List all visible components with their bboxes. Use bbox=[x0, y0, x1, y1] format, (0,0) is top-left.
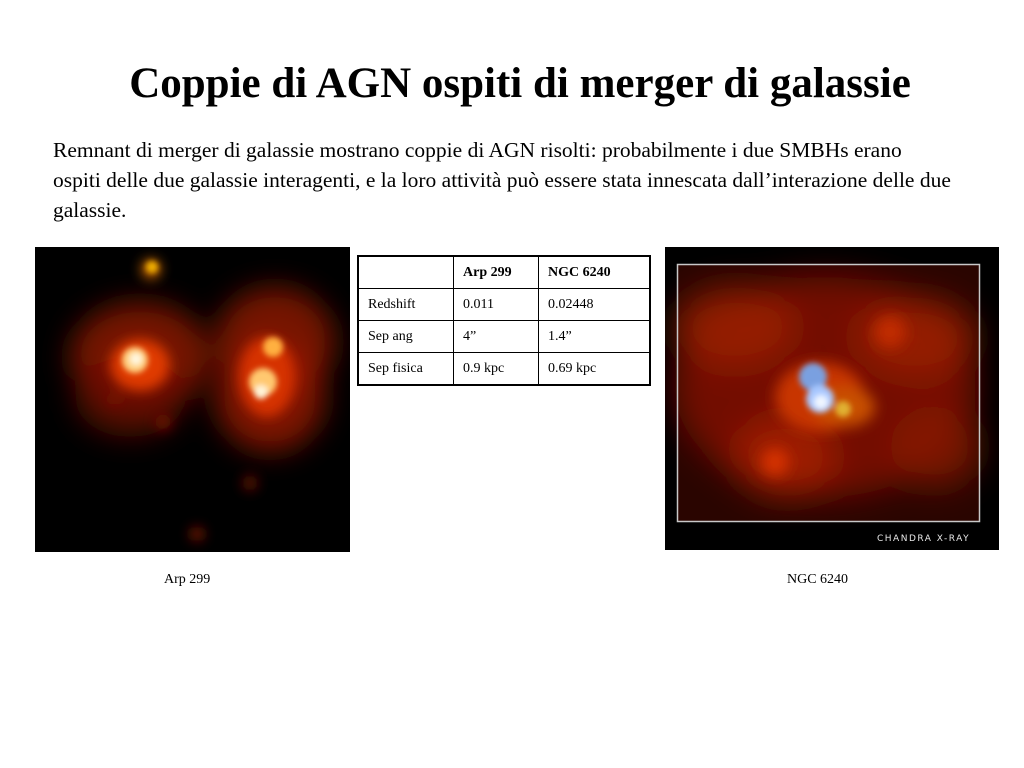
table-cell: 0.9 kpc bbox=[454, 353, 539, 386]
ngc6240-image bbox=[665, 247, 999, 550]
table-row bbox=[358, 289, 650, 321]
table-header-cell: NGC 6240 bbox=[539, 256, 651, 289]
arp299-image bbox=[35, 247, 350, 552]
table-row bbox=[358, 321, 650, 353]
slide-body-text: Remnant di merger di galassie mostrano coppie di AGN risolti: probabilmente i due SMBHs erano ospiti delle due galassie interagenti, e la loro attività può essere stata innescata dall’interazione delle due galassie. bbox=[53, 138, 951, 222]
table-cell: 0.69 kpc bbox=[539, 353, 651, 386]
slide-title: Coppie di AGN ospiti di merger di galassie bbox=[129, 60, 911, 107]
table-cell: Sep fisica bbox=[358, 353, 454, 386]
table-cell: Redshift bbox=[358, 289, 454, 321]
ngc6240-caption: NGC 6240 bbox=[787, 572, 849, 587]
table-header-cell: Arp 299 bbox=[454, 256, 539, 289]
table-cell: Sep ang bbox=[358, 321, 454, 353]
table-cell: 1.4” bbox=[539, 321, 651, 353]
chandra-xray-label: CHANDRA X-RAY bbox=[877, 534, 971, 544]
arp299-caption: Arp 299 bbox=[164, 572, 211, 587]
table-row bbox=[358, 353, 650, 386]
table-cell: 0.011 bbox=[454, 289, 539, 321]
table-cell: 4” bbox=[454, 321, 539, 353]
table-cell: 0.02448 bbox=[539, 289, 651, 321]
agn-pairs-table bbox=[357, 255, 651, 386]
table-cell bbox=[358, 256, 454, 289]
table-header-row bbox=[358, 256, 650, 289]
